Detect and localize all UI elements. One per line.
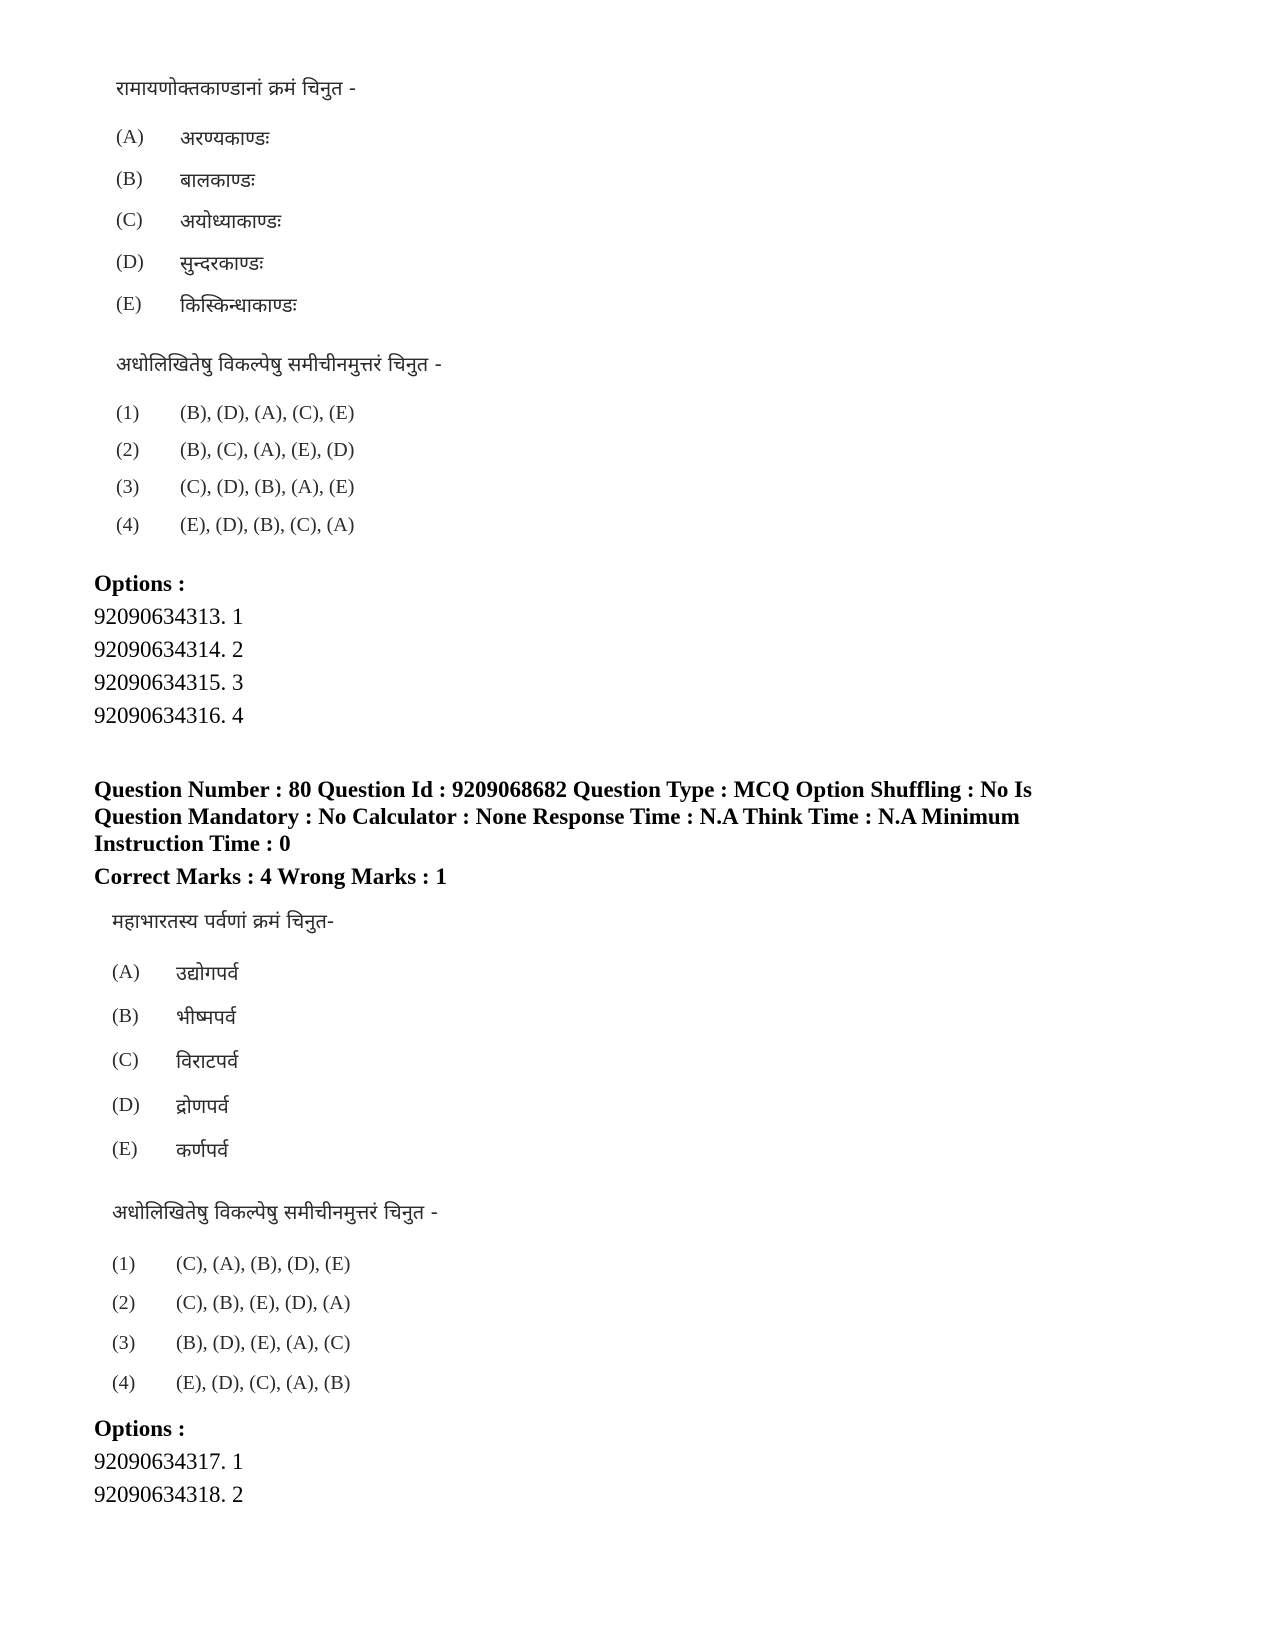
q79-option-id: 92090634314. 2: [94, 637, 244, 662]
q79-option-id: 92090634313. 1: [94, 604, 244, 629]
q80-meta-line: Question Number : 80 Question Id : 9209068682 Question Type : MCQ Option Shuffling : No Is: [94, 777, 1033, 802]
q80-marks: Correct Marks : 4 Wrong Marks : 1: [94, 864, 447, 889]
q80-choice-text: (B), (D), (E), (A), (C): [176, 1332, 351, 1354]
q79-choice-text: (E), (D), (B), (C), (A): [180, 514, 355, 536]
q79-choice-text: (C), (D), (B), (A), (E): [180, 476, 355, 498]
q80-choice-label: (1): [112, 1253, 136, 1275]
q80-prompt: अधोलिखितेषु विकल्पेषु समीचीनमुत्तरं चिनुत -: [112, 1200, 438, 1224]
q79-choice-label: (1): [116, 402, 140, 424]
q79-choice-label: (3): [116, 476, 140, 498]
q80-meta-line: Instruction Time : 0: [94, 831, 291, 856]
q79-item-label: (C): [116, 209, 143, 231]
q80-item-label: (D): [112, 1094, 140, 1116]
q79-item-label: (D): [116, 251, 144, 273]
q79-option-id: 92090634316. 4: [94, 703, 244, 728]
q80-option-id: 92090634318. 2: [94, 1482, 244, 1507]
q79-choice-label: (2): [116, 439, 140, 461]
q79-choice-text: (B), (D), (A), (C), (E): [180, 402, 355, 424]
q79-item-label: (A): [116, 126, 144, 148]
q80-item-label: (E): [112, 1138, 138, 1160]
q80-choice-label: (2): [112, 1292, 136, 1314]
q79-item-text: अयोध्याकाण्डः: [180, 209, 282, 233]
q80-item-text: द्रोणपर्व: [176, 1094, 229, 1118]
q80-choice-text: (C), (B), (E), (D), (A): [176, 1292, 351, 1314]
q79-item-text: सुन्दरकाण्डः: [180, 251, 264, 275]
q80-item-label: (C): [112, 1049, 139, 1071]
q80-item-text: कर्णपर्व: [176, 1138, 229, 1162]
q80-choice-text: (E), (D), (C), (A), (B): [176, 1372, 351, 1394]
q80-item-label: (B): [112, 1005, 139, 1027]
q79-stem: रामायणोक्तकाण्डानां क्रमं चिनुत -: [116, 76, 357, 100]
q79-prompt: अधोलिखितेषु विकल्पेषु समीचीनमुत्तरं चिनुत -: [116, 352, 442, 376]
q79-item-label: (E): [116, 293, 142, 315]
q79-choice-text: (B), (C), (A), (E), (D): [180, 439, 355, 461]
q79-choice-label: (4): [116, 514, 140, 536]
q80-item-label: (A): [112, 961, 140, 983]
q79-options-heading: Options :: [94, 571, 186, 596]
q79-item-label: (B): [116, 168, 143, 190]
q80-stem: महाभारतस्य पर्वणां क्रमं चिनुत-: [112, 909, 335, 933]
q79-item-text: अरण्यकाण्डः: [180, 126, 270, 150]
q79-item-text: बालकाण्डः: [180, 168, 255, 192]
q80-meta-line: Question Mandatory : No Calculator : None Response Time : N.A Think Time : N.A Minimum: [94, 804, 1020, 829]
q80-item-text: उद्योगपर्व: [176, 961, 239, 985]
q80-item-text: भीष्मपर्व: [176, 1005, 236, 1029]
q80-choice-label: (3): [112, 1332, 136, 1354]
q80-option-id: 92090634317. 1: [94, 1449, 244, 1474]
q80-options-heading: Options :: [94, 1416, 186, 1441]
q80-item-text: विराटपर्व: [176, 1049, 239, 1073]
q80-choice-text: (C), (A), (B), (D), (E): [176, 1253, 351, 1275]
q79-option-id: 92090634315. 3: [94, 670, 244, 695]
q79-item-text: किस्किन्धाकाण्डः: [180, 293, 297, 317]
q80-choice-label: (4): [112, 1372, 136, 1394]
